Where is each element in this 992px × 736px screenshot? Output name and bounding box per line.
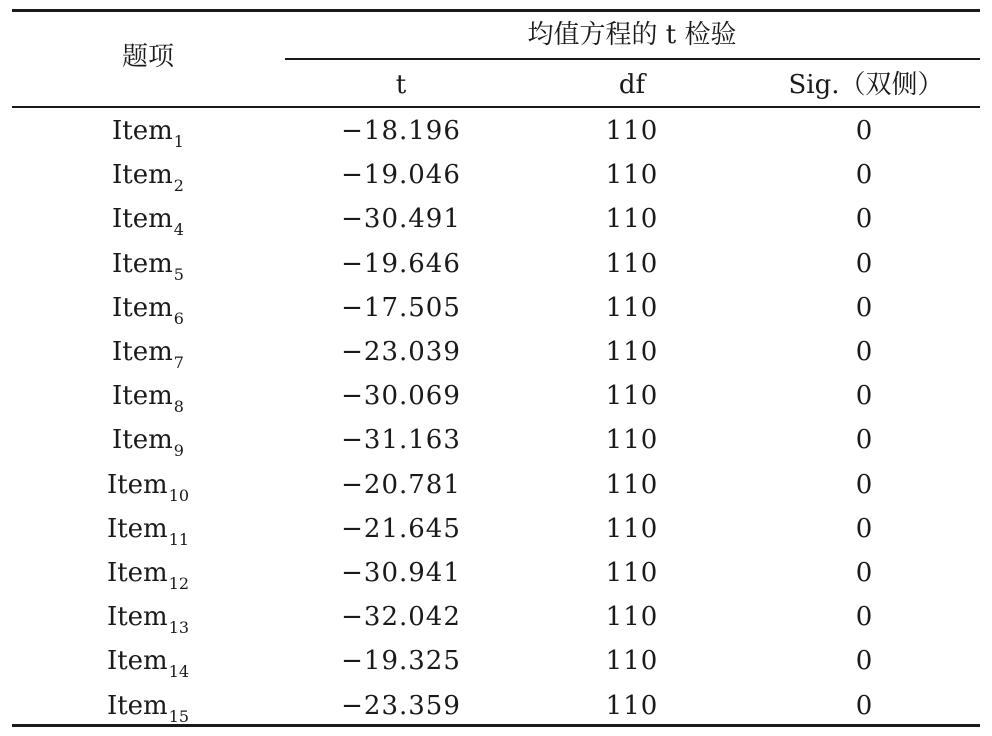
item-label: Item — [112, 292, 173, 323]
item-label: Item — [106, 690, 168, 721]
table-cell-sig: 0 — [855, 602, 873, 633]
table-cell-t: −19.646 — [341, 248, 461, 279]
table-cell-t: −32.042 — [341, 602, 461, 633]
table-cell-sig: 0 — [855, 381, 873, 412]
table-cell-df: 110 — [605, 248, 659, 279]
item-subscript: 6 — [173, 308, 184, 328]
header-t: t — [395, 70, 407, 100]
header-bottom-rule — [12, 106, 980, 108]
item-label: Item — [112, 337, 173, 367]
item-subscript: 1 — [173, 132, 184, 151]
table-cell-sig: 0 — [855, 425, 873, 456]
item-subscript: 12 — [168, 574, 190, 593]
table-cell-sig: 0 — [855, 690, 873, 721]
table-cell-t: −30.941 — [341, 558, 461, 588]
table-cell-df: 110 — [605, 425, 659, 456]
item-label: Item — [112, 204, 173, 235]
item-subscript: 2 — [173, 176, 184, 196]
item-subscript: 9 — [173, 441, 184, 461]
table-row-item — [112, 381, 184, 417]
table-cell-df: 110 — [605, 381, 659, 412]
table-cell-t: −30.491 — [341, 204, 461, 235]
table-cell-t: −18.196 — [341, 116, 461, 146]
table-cell-sig: 0 — [855, 337, 873, 367]
table-cell-df: 110 — [605, 690, 659, 721]
table-cell-t: −19.046 — [341, 160, 461, 191]
header-df: df — [618, 70, 646, 100]
table-cell-sig: 0 — [855, 646, 873, 677]
item-label: Item — [106, 513, 168, 544]
item-subscript: 15 — [168, 706, 190, 726]
item-label: Item — [112, 160, 173, 191]
header-sig: Sig.（双侧） — [788, 70, 944, 100]
table-cell-df: 110 — [605, 646, 659, 677]
table-cell-t: −20.781 — [341, 469, 461, 500]
item-subscript: 14 — [168, 662, 190, 682]
table-row-item — [106, 469, 190, 505]
table-cell-df: 110 — [605, 602, 659, 633]
table-cell-t: −31.163 — [341, 425, 461, 456]
table-cell-sig: 0 — [855, 469, 873, 500]
table-cell-sig: 0 — [855, 558, 873, 588]
table-cell-t: −19.325 — [341, 646, 461, 677]
item-subscript: 13 — [168, 618, 190, 638]
item-label: Item — [106, 646, 168, 677]
table-cell-t: −21.645 — [341, 513, 461, 544]
table-row-item — [112, 116, 184, 151]
item-subscript: 8 — [173, 397, 184, 417]
table-row-item — [106, 602, 190, 638]
table-cell-t: −23.359 — [341, 690, 461, 721]
table-cell-df: 110 — [605, 469, 659, 500]
item-subscript: 10 — [168, 485, 190, 505]
table-cell-t: −17.505 — [341, 292, 461, 323]
header-item: 题项 — [121, 42, 175, 72]
table-cell-t: −23.039 — [341, 337, 461, 367]
table-row-item — [112, 425, 184, 461]
table-row-item — [112, 292, 184, 328]
item-label: Item — [106, 558, 168, 588]
item-label: Item — [106, 469, 168, 500]
item-subscript: 4 — [173, 220, 184, 240]
group-header-rule — [285, 58, 980, 60]
table-cell-sig: 0 — [855, 160, 873, 191]
table-bottom-rule — [12, 724, 980, 727]
table-cell-df: 110 — [605, 337, 659, 367]
item-label: Item — [112, 381, 173, 412]
table-cell-sig: 0 — [855, 248, 873, 279]
table-cell-df: 110 — [605, 160, 659, 191]
table-cell-sig: 0 — [855, 204, 873, 235]
table-row-item — [106, 690, 190, 726]
item-label: Item — [112, 116, 173, 146]
table-cell-sig: 0 — [855, 513, 873, 544]
item-subscript: 7 — [173, 353, 184, 372]
item-label: Item — [112, 425, 173, 456]
table-cell-sig: 0 — [855, 292, 873, 323]
table-row-item — [112, 204, 184, 240]
table-cell-sig: 0 — [855, 116, 873, 146]
table-cell-t: −30.069 — [341, 381, 461, 412]
table-cell-df: 110 — [605, 204, 659, 235]
item-label: Item — [106, 602, 168, 633]
item-subscript: 11 — [168, 529, 190, 549]
table-cell-df: 110 — [605, 558, 659, 588]
table-row-item — [112, 160, 184, 196]
table-cell-df: 110 — [605, 116, 659, 146]
table-row-item — [106, 513, 190, 549]
item-subscript: 5 — [173, 264, 184, 284]
item-label: Item — [112, 248, 173, 279]
header-group-ttest: 均值方程的 t 检验 — [527, 20, 737, 50]
table-cell-df: 110 — [605, 513, 659, 544]
table-row-item — [112, 248, 184, 284]
table-row-item — [112, 337, 184, 372]
table-top-rule — [12, 9, 980, 12]
table-cell-df: 110 — [605, 292, 659, 323]
table-row-item — [106, 646, 190, 682]
table-row-item — [106, 558, 190, 593]
